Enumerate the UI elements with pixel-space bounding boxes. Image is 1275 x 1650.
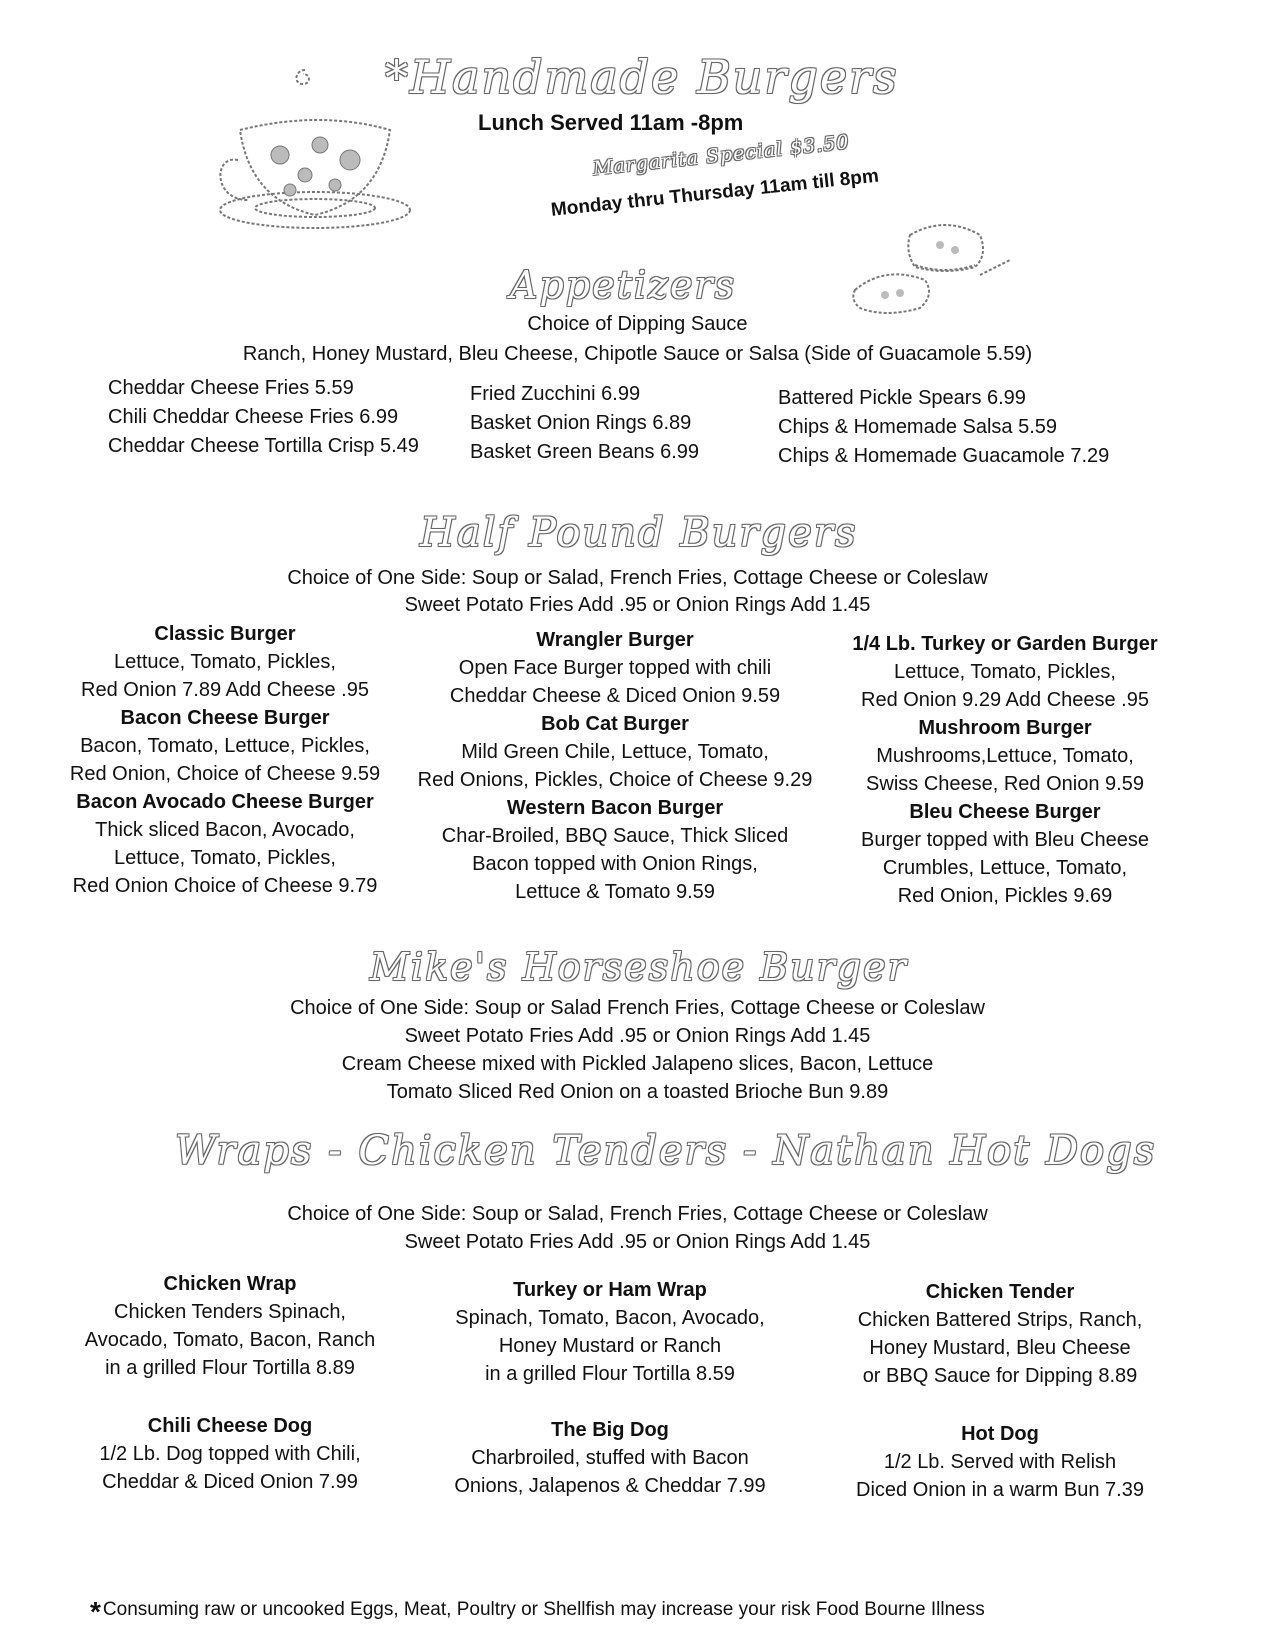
item-desc: Red Onion, Choice of Cheese 9.59	[69, 763, 381, 785]
menu-item	[405, 710, 825, 794]
menu-item	[405, 794, 825, 906]
food-safety-footnote	[90, 1596, 985, 1628]
dog-item-1	[60, 1412, 400, 1496]
item-name: Chicken Wrap	[163, 1273, 297, 1295]
item-name: The Big Dog	[551, 1419, 669, 1441]
menu-item	[840, 714, 1170, 798]
item-desc: Chicken Tenders Spinach,	[114, 1301, 346, 1323]
item-desc: Lettuce, Tomato, Pickles,	[114, 651, 336, 673]
item-desc: or BBQ Sauce for Dipping 8.89	[862, 1365, 1138, 1387]
item-desc: Bacon, Tomato, Lettuce, Pickles,	[80, 735, 370, 757]
appetizers-column-2	[470, 380, 699, 467]
item-desc: Cheddar & Diced Onion 7.99	[102, 1471, 358, 1493]
item-desc: Thick sliced Bacon, Avocado,	[95, 819, 355, 841]
appetizer-item: Basket Green Beans 6.99	[470, 441, 700, 463]
item-desc: Charbroiled, stuffed with Bacon	[471, 1447, 749, 1469]
item-desc: in a grilled Flour Tortilla 8.89	[105, 1357, 355, 1379]
item-desc: Avocado, Tomato, Bacon, Ranch	[84, 1329, 376, 1351]
item-desc: Open Face Burger topped with chili	[458, 657, 772, 679]
item-desc: Red Onion 7.89 Add Cheese .95	[81, 679, 369, 701]
item-name: Western Bacon Burger	[506, 797, 724, 819]
item-desc: Bacon topped with Onion Rings,	[472, 853, 758, 875]
wrap-item-3	[830, 1278, 1170, 1390]
item-desc: in a grilled Flour Tortilla 8.59	[485, 1363, 735, 1385]
menu-item	[405, 626, 825, 710]
wrap-item-2	[430, 1276, 790, 1388]
appetizer-item: Cheddar Cheese Fries 5.59	[108, 377, 354, 399]
half-pound-column-3	[840, 630, 1170, 910]
item-desc: Burger topped with Bleu Cheese	[861, 829, 1149, 851]
dog-item-3	[830, 1420, 1170, 1504]
appetizers-heading: Appetizers	[510, 263, 737, 307]
item-name: Wrangler Burger	[536, 629, 694, 651]
item-desc: Diced Onion in a warm Bun 7.39	[856, 1479, 1144, 1501]
footnote-text: Consuming raw or uncooked Eggs, Meat, Poultry or Shellfish may increase your risk Food Bourne Illness	[102, 1599, 985, 1620]
item-desc: Swiss Cheese, Red Onion 9.59	[866, 773, 1144, 795]
item-desc: Red Onion Choice of Cheese 9.79	[72, 875, 378, 897]
item-name: Chicken Tender	[925, 1281, 1075, 1303]
half-pound-upgrades: Sweet Potato Fries Add .95 or Onion Rings Add 1.45	[404, 594, 871, 616]
half-pound-sides: Choice of One Side: Soup or Salad, French Fries, Cottage Cheese or Coleslaw	[287, 567, 988, 589]
half-pound-column-1	[55, 620, 395, 900]
wraps-heading: Wraps - Chicken Tenders - Nathan Hot Dogs	[175, 1128, 1157, 1174]
menu-title: *Handmade Burgers	[385, 50, 899, 104]
item-desc: Char-Broiled, BBQ Sauce, Thick Sliced	[441, 825, 789, 847]
item-name: Mushroom Burger	[918, 717, 1092, 739]
item-desc: Lettuce, Tomato, Pickles,	[894, 661, 1116, 683]
item-name: Turkey or Ham Wrap	[513, 1279, 707, 1301]
dog-item-2	[430, 1416, 790, 1500]
item-desc: Honey Mustard, Bleu Cheese	[869, 1337, 1131, 1359]
item-name: Hot Dog	[961, 1423, 1039, 1445]
item-desc: Mushrooms,Lettuce, Tomato,	[876, 745, 1134, 767]
item-desc: Chicken Battered Strips, Ranch,	[857, 1309, 1143, 1331]
item-desc: Lettuce & Tomato 9.59	[515, 881, 715, 903]
item-desc: 1/2 Lb. Served with Relish	[883, 1451, 1117, 1473]
item-desc: Red Onions, Pickles, Choice of Cheese 9.29	[417, 769, 813, 791]
menu-item	[55, 620, 395, 704]
footnote-star: *	[90, 1596, 101, 1627]
item-name: 1/4 Lb. Turkey or Garden Burger	[852, 633, 1158, 655]
item-name: Bleu Cheese Burger	[909, 801, 1101, 823]
item-name: Bob Cat Burger	[541, 713, 689, 735]
appetizer-item: Basket Onion Rings 6.89	[470, 412, 692, 434]
appetizer-item: Battered Pickle Spears 6.99	[778, 387, 1026, 409]
item-desc: Red Onion, Pickles 9.69	[897, 885, 1113, 907]
item-desc: 1/2 Lb. Dog topped with Chili,	[99, 1443, 361, 1465]
item-desc: Lettuce, Tomato, Pickles,	[114, 847, 336, 869]
appetizers-column-3	[778, 384, 1109, 471]
item-desc: Honey Mustard or Ranch	[498, 1335, 722, 1357]
wraps-upgrades: Sweet Potato Fries Add .95 or Onion Rings Add 1.45	[404, 1231, 871, 1253]
menu-item	[55, 704, 395, 788]
horseshoe-line: Choice of One Side: Soup or Salad French Fries, Cottage Cheese or Coleslaw	[290, 997, 985, 1019]
horseshoe-line: Cream Cheese mixed with Pickled Jalapeno slices, Bacon, Lettuce	[341, 1053, 934, 1075]
burger-illustration	[840, 215, 1015, 325]
dipping-sauce-title: Choice of Dipping Sauce	[527, 313, 748, 335]
appetizer-item: Fried Zucchini 6.99	[470, 383, 641, 405]
horseshoe-heading: Mike's Horseshoe Burger	[370, 945, 908, 989]
item-desc: Red Onion 9.29 Add Cheese .95	[861, 689, 1149, 711]
item-name: Chili Cheese Dog	[147, 1415, 313, 1437]
menu-item	[840, 798, 1170, 910]
wrap-item-1	[60, 1270, 400, 1382]
item-name: Classic Burger	[154, 623, 296, 645]
appetizer-item: Chips & Homemade Salsa 5.59	[778, 416, 1058, 438]
item-name: Bacon Cheese Burger	[120, 707, 330, 729]
appetizer-item: Chili Cheddar Cheese Fries 6.99	[108, 406, 399, 428]
horseshoe-line: Tomato Sliced Red Onion on a toasted Brioche Bun 9.89	[386, 1081, 889, 1103]
appetizer-item: Chips & Homemade Guacamole 7.29	[778, 445, 1110, 467]
appetizers-column-1	[108, 374, 419, 461]
item-desc: Crumbles, Lettuce, Tomato,	[882, 857, 1128, 879]
appetizer-item: Cheddar Cheese Tortilla Crisp 5.49	[108, 435, 419, 457]
menu-item	[840, 630, 1170, 714]
dipping-sauce-options: Ranch, Honey Mustard, Bleu Cheese, Chipotle Sauce or Salsa (Side of Guacamole 5.59)	[242, 343, 1033, 365]
margarita-special: Margarita Special $3.50	[592, 131, 851, 180]
half-pound-column-2	[405, 626, 825, 906]
item-desc: Mild Green Chile, Lettuce, Tomato,	[461, 741, 769, 763]
horseshoe-line: Sweet Potato Fries Add .95 or Onion Rings Add 1.45	[404, 1025, 871, 1047]
margarita-days: Monday thru Thursday 11am till 8pm	[550, 165, 880, 221]
wraps-sides: Choice of One Side: Soup or Salad, French Fries, Cottage Cheese or Coleslaw	[287, 1203, 988, 1225]
item-desc: Spinach, Tomato, Bacon, Avocado,	[455, 1307, 765, 1329]
item-desc: Onions, Jalapenos & Cheddar 7.99	[454, 1475, 766, 1497]
menu-item	[55, 788, 395, 900]
lunch-hours: Lunch Served 11am -8pm	[478, 110, 744, 135]
half-pound-heading: Half Pound Burgers	[420, 510, 858, 556]
item-desc: Cheddar Cheese & Diced Onion 9.59	[449, 685, 781, 707]
item-name: Bacon Avocado Cheese Burger	[76, 791, 374, 813]
